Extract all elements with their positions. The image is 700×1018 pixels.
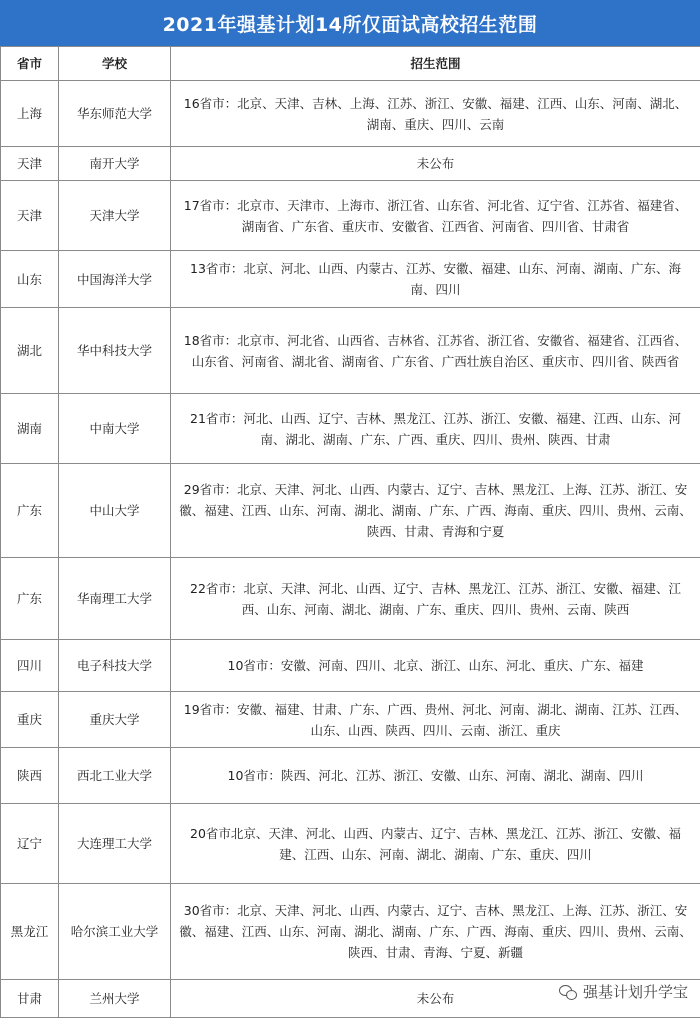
- cell-province: 辽宁: [1, 804, 59, 884]
- cell-school: 中国海洋大学: [59, 251, 171, 308]
- cell-province: 湖北: [1, 308, 59, 394]
- cell-school: 重庆大学: [59, 692, 171, 748]
- cell-province: 重庆: [1, 692, 59, 748]
- table-row: [1, 251, 700, 308]
- cell-scope: 22省市：北京、天津、河北、山西、辽宁、吉林、黑龙江、江苏、浙江、安徽、福建、江西、山东、河南、湖北、湖南、广东、重庆、四川、贵州、云南、陕西: [171, 558, 700, 640]
- cell-scope: 29省市：北京、天津、河北、山西、内蒙古、辽宁、吉林、黑龙江、上海、江苏、浙江、安徽、福建、江西、山东、河南、湖北、湖南、广东、广西、海南、重庆、四川、贵州、云南、陕西、甘肃、青海和宁夏: [171, 464, 700, 558]
- table-row: [1, 181, 700, 251]
- cell-scope: 13省市：北京、河北、山西、内蒙古、江苏、安徽、福建、山东、河南、湖南、广东、海南、四川: [171, 251, 700, 308]
- cell-scope: 21省市：河北、山西、辽宁、吉林、黑龙江、江苏、浙江、安徽、福建、江西、山东、河南、湖北、湖南、广东、广西、重庆、四川、贵州、陕西、甘肃: [171, 394, 700, 464]
- cell-school: 华东师范大学: [59, 81, 171, 147]
- cell-school: 南开大学: [59, 147, 171, 181]
- cell-scope: 未公布: [171, 980, 700, 1018]
- cell-province: 上海: [1, 81, 59, 147]
- cell-province: 天津: [1, 181, 59, 251]
- table-row: [1, 147, 700, 181]
- cell-scope: 10省市：安徽、河南、四川、北京、浙江、山东、河北、重庆、广东、福建: [171, 640, 700, 692]
- cell-school: 中南大学: [59, 394, 171, 464]
- watermark-text: 强基计划升学宝: [583, 981, 688, 1002]
- cell-school: 大连理工大学: [59, 804, 171, 884]
- cell-province: 山东: [1, 251, 59, 308]
- wechat-icon: [559, 984, 577, 1000]
- table-row: [1, 804, 700, 884]
- cell-scope: 18省市：北京市、河北省、山西省、吉林省、江苏省、浙江省、安徽省、福建省、江西省、山东省、河南省、湖北省、湖南省、广东省、广西壮族自治区、重庆市、四川省、陕西省: [171, 308, 700, 394]
- header-scope: 招生范围: [171, 47, 700, 81]
- cell-scope: 17省市：北京市、天津市、上海市、浙江省、山东省、河北省、辽宁省、江苏省、福建省、湖南省、广东省、重庆市、安徽省、江西省、河南省、四川省、甘肃省: [171, 181, 700, 251]
- cell-scope: 10省市：陕西、河北、江苏、浙江、安徽、山东、河南、湖北、湖南、四川: [171, 748, 700, 804]
- table-row: [1, 748, 700, 804]
- cell-school: 哈尔滨工业大学: [59, 884, 171, 980]
- cell-province: 陕西: [1, 748, 59, 804]
- cell-province: 天津: [1, 147, 59, 181]
- cell-school: 华南理工大学: [59, 558, 171, 640]
- table-row: [1, 640, 700, 692]
- cell-scope: 20省市北京、天津、河北、山西、内蒙古、辽宁、吉林、黑龙江、江苏、浙江、安徽、福建、江西、山东、河南、湖北、湖南、广东、重庆、四川: [171, 804, 700, 884]
- cell-school: 兰州大学: [59, 980, 171, 1018]
- admissions-table: [0, 46, 700, 1018]
- cell-scope: 19省市：安徽、福建、甘肃、广东、广西、贵州、河北、河南、湖北、湖南、江苏、江西、山东、山西、陕西、四川、云南、浙江、重庆: [171, 692, 700, 748]
- table-header-row: [1, 47, 700, 81]
- cell-school: 西北工业大学: [59, 748, 171, 804]
- cell-scope: 30省市：北京、天津、河北、山西、内蒙古、辽宁、吉林、黑龙江、上海、江苏、浙江、安徽、福建、江西、山东、河南、湖北、湖南、广东、广西、海南、重庆、四川、贵州、云南、陕西、甘肃、青海、宁夏、新疆: [171, 884, 700, 980]
- table-row: [1, 464, 700, 558]
- cell-scope: 16省市：北京、天津、吉林、上海、江苏、浙江、安徽、福建、江西、山东、河南、湖北、湖南、重庆、四川、云南: [171, 81, 700, 147]
- table-row: [1, 558, 700, 640]
- cell-province: 四川: [1, 640, 59, 692]
- table-row: [1, 394, 700, 464]
- page-title: 2021年强基计划14所仅面试高校招生范围: [0, 0, 700, 46]
- cell-school: 中山大学: [59, 464, 171, 558]
- header-province: 省市: [1, 47, 59, 81]
- table-row: [1, 308, 700, 394]
- cell-province: 黑龙江: [1, 884, 59, 980]
- table-row: [1, 884, 700, 980]
- header-school: 学校: [59, 47, 171, 81]
- table-row: [1, 81, 700, 147]
- watermark: [555, 980, 692, 1003]
- table-row: [1, 692, 700, 748]
- cell-scope: 未公布: [171, 147, 700, 181]
- cell-school: 天津大学: [59, 181, 171, 251]
- cell-province: 广东: [1, 464, 59, 558]
- cell-province: 甘肃: [1, 980, 59, 1018]
- cell-school: 电子科技大学: [59, 640, 171, 692]
- cell-province: 广东: [1, 558, 59, 640]
- cell-school: 华中科技大学: [59, 308, 171, 394]
- cell-province: 湖南: [1, 394, 59, 464]
